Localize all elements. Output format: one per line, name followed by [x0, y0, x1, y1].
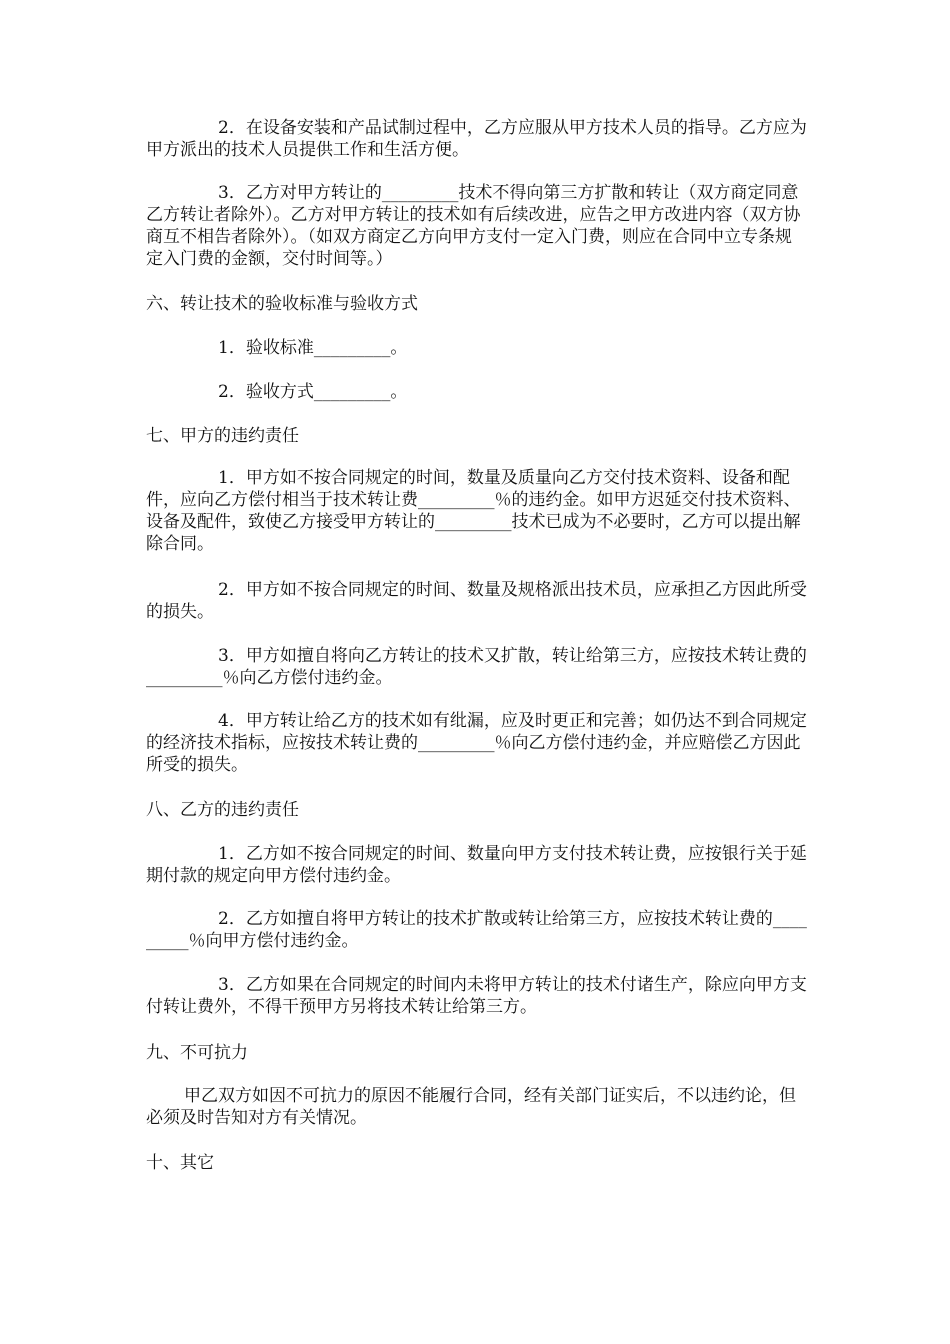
paragraph-party-b-breach-1: 1．乙方如不按合同规定的时间、数量向甲方支付技术转让费，应按银行关于延期付款的规定向甲方偿付违约金。	[146, 844, 807, 886]
section-heading-7: 七、甲方的违约责任	[146, 426, 299, 446]
section-heading-8: 八、乙方的违约责任	[146, 800, 299, 820]
paragraph-party-a-breach-2: 2．甲方如不按合同规定的时间、数量及规格派出技术员，应承担乙方因此所受的损失。	[146, 580, 807, 622]
paragraph-item-3-confidentiality: 3．乙方对甲方转让的_________技术不得向第三方扩散和转让（双方商定同意乙方转让者除外）。乙方对甲方转让的技术如有后续改进，应告之甲方改进内容（双方协商互不相告者除外）。（如双方商定乙方向甲方支付一定入门费，则应在合同中立专条规定入门费的金额，交付时间等。）	[146, 183, 801, 269]
paragraph-party-a-breach-3: 3．甲方如擅自将向乙方转让的技术又扩散，转让给第三方，应按技术转让费的_________％向乙方偿付违约金。	[146, 646, 807, 688]
paragraph-item-2-installation: 2．在设备安装和产品试制过程中，乙方应服从甲方技术人员的指导。乙方应为甲方派出的技术人员提供工作和生活方便。	[146, 118, 807, 160]
paragraph-party-b-breach-3: 3．乙方如果在合同规定的时间内未将甲方转让的技术付诸生产，除应向甲方支付转让费外，不得干预甲方另将技术转让给第三方。	[146, 975, 807, 1017]
paragraph-party-a-breach-4: 4．甲方转让给乙方的技术如有纰漏，应及时更正和完善；如仍达不到合同规定的经济技术指标，应按技术转让费的_________％向乙方偿付违约金，并应赔偿乙方因此所受的损失。	[146, 711, 807, 775]
paragraph-acceptance-method: 2．验收方式_________。	[218, 382, 408, 402]
paragraph-party-b-breach-2: 2．乙方如擅自将甲方转让的技术扩散或转让给第三方，应按技术转让费的_________％向甲方偿付违约金。	[146, 909, 807, 951]
section-heading-10: 十、其它	[146, 1153, 214, 1173]
section-heading-9: 九、不可抗力	[146, 1043, 248, 1063]
section-heading-6: 六、转让技术的验收标准与验收方式	[146, 294, 418, 314]
paragraph-acceptance-standard: 1．验收标准_________。	[218, 338, 408, 358]
paragraph-party-a-breach-1: 1．甲方如不按合同规定的时间，数量及质量向乙方交付技术资料、设备和配件，应向乙方偿付相当于技术转让费_________％的违约金。如甲方迟延交付技术资料、设备及配件，致使乙方接受甲方转让的_________技术已成为不必要时，乙方可以提出解除合同。	[146, 468, 801, 554]
paragraph-force-majeure: 甲乙双方如因不可抗力的原因不能履行合同，经有关部门证实后，不以违约论，但必须及时告知对方有关情况。	[146, 1086, 796, 1128]
